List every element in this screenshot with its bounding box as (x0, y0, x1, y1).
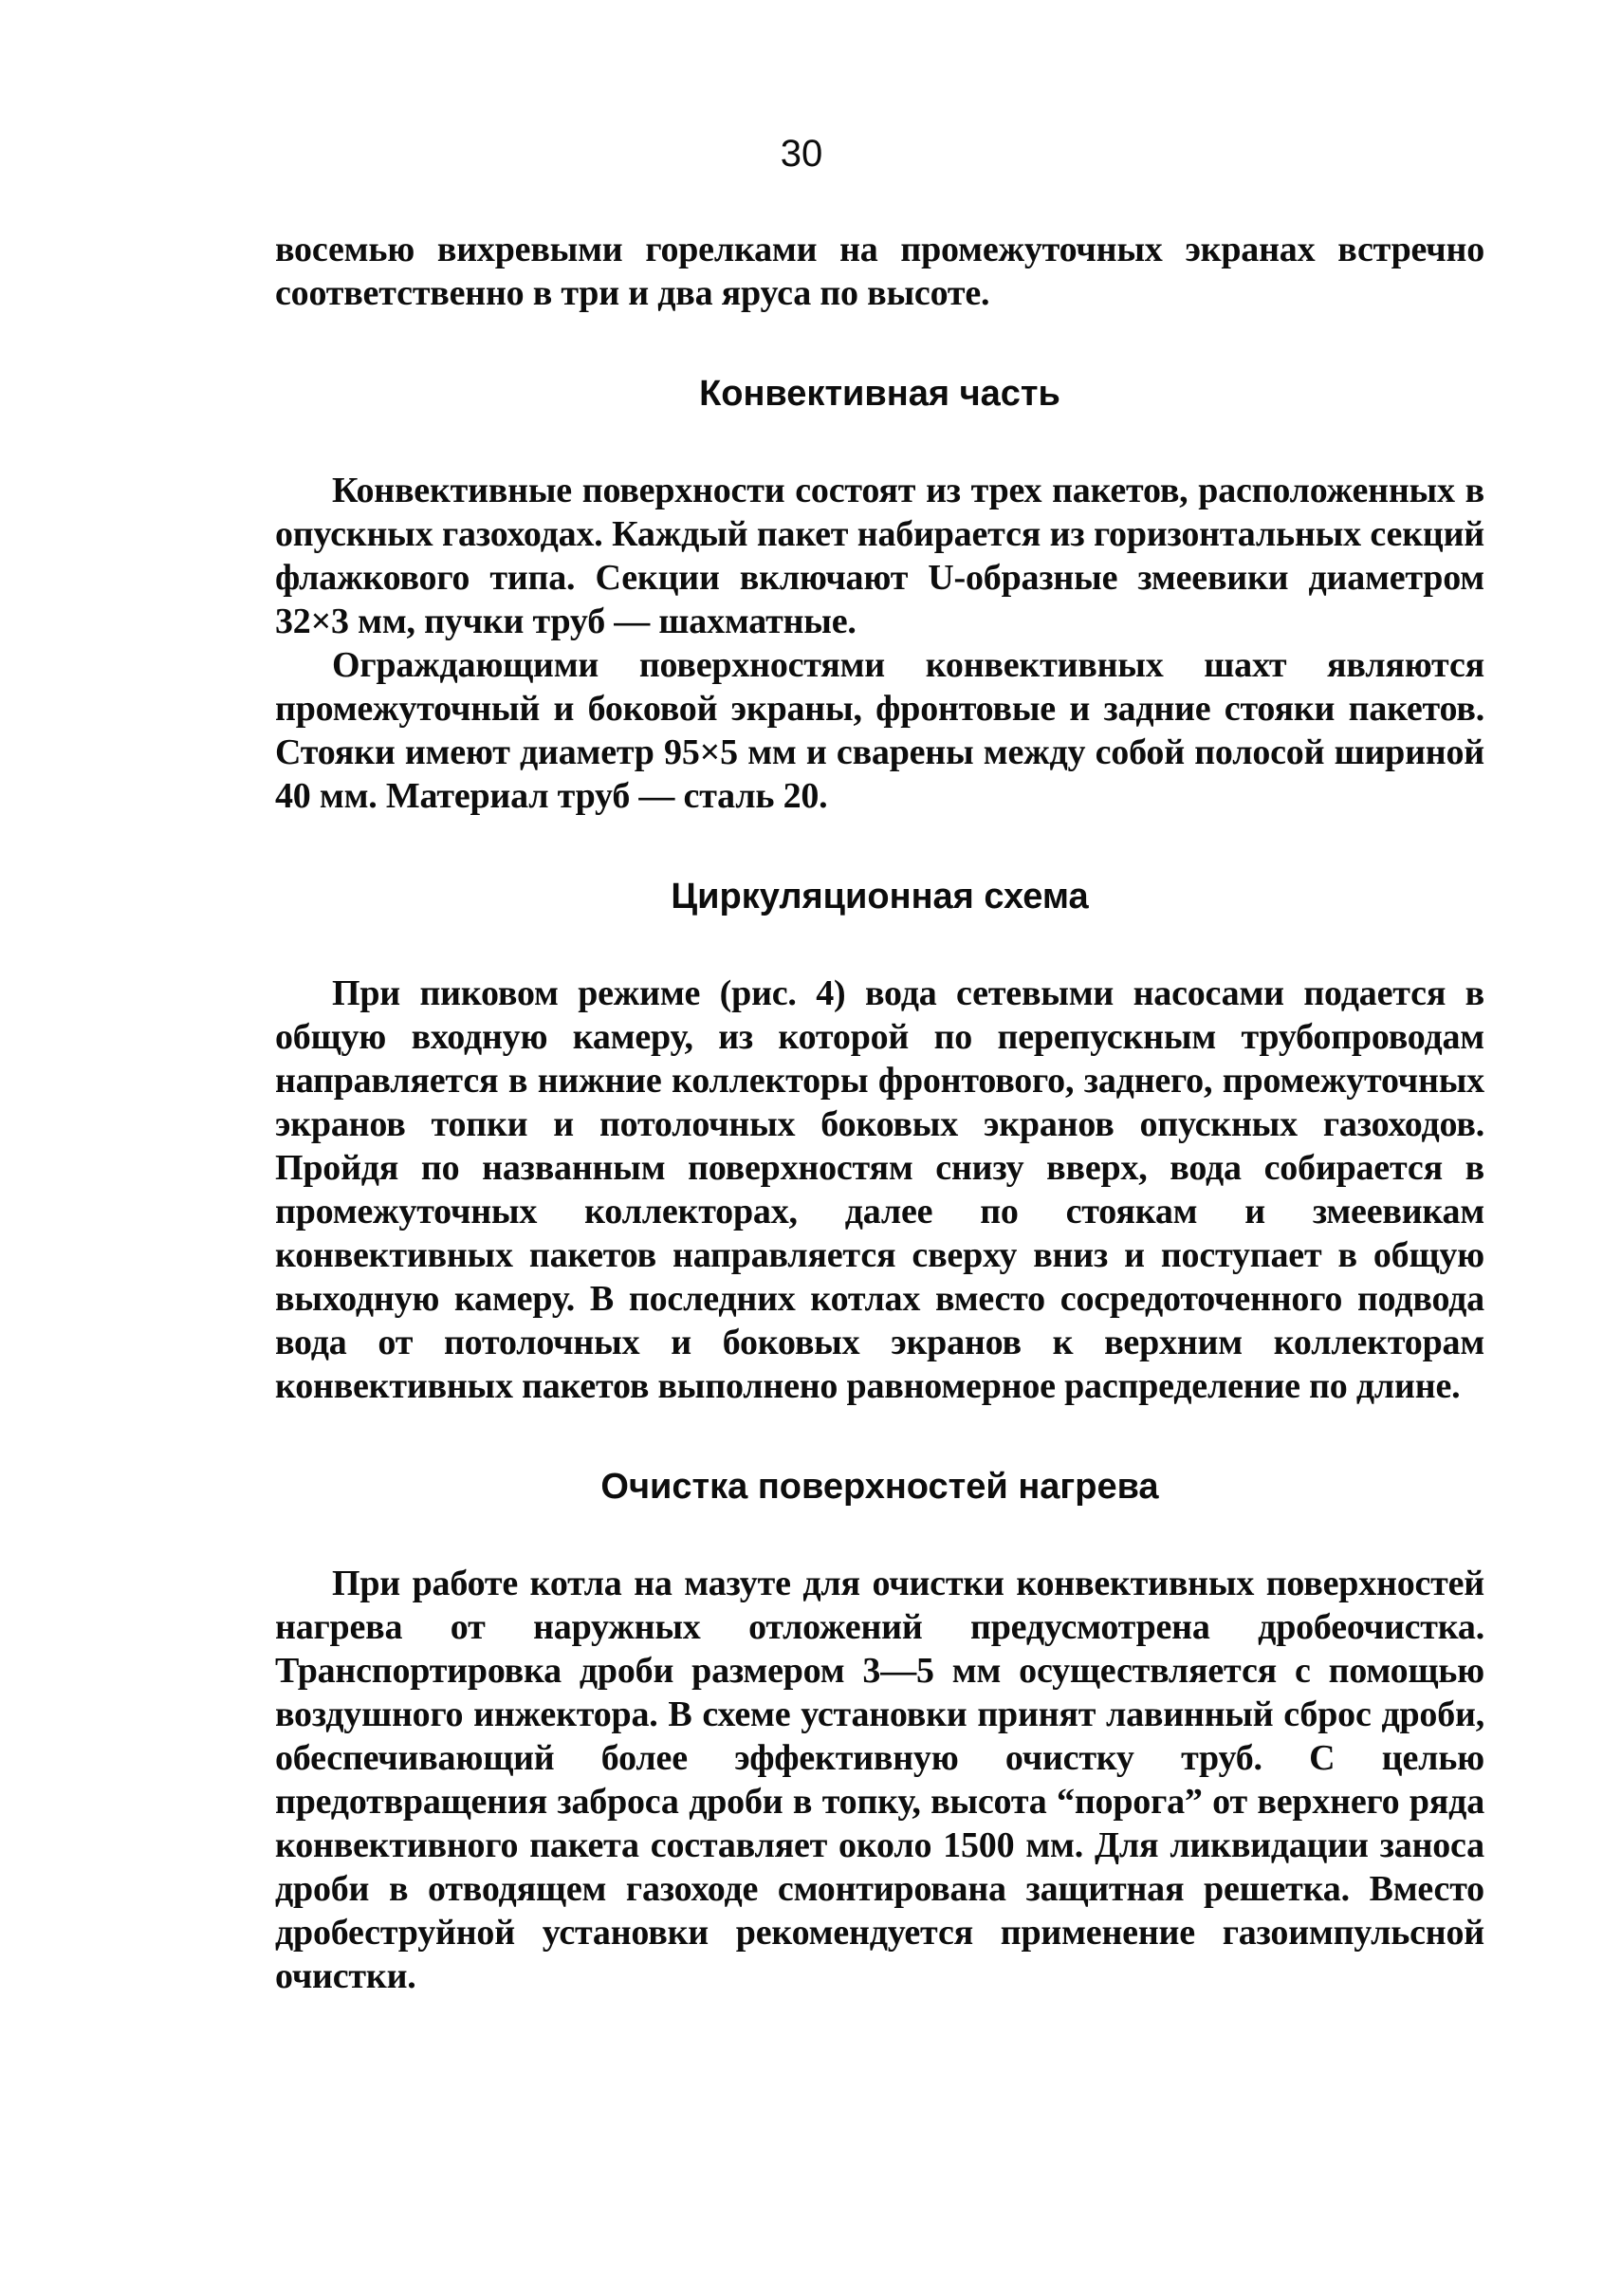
paragraph: При пиковом режиме (рис. 4) вода сетевыми насосами подается в общую входную камеру, из которой по перепускным трубопроводам направляется в нижние коллекторы фронтового, заднего, промежуточных экранов топки и потолочных боковых экранов опускных газоходов. Пройдя по названным поверхностям снизу вверх, вода собирается в промежуточных коллекторах, далее по стоякам и змеевикам конвективных пакетов направляется сверху вниз и поступает в общую выходную камеру. В последних котлах вместо сосредоточенного подвода вода от потолочных и боковых экранов к верхним коллекторам конвективных пакетов выполнено равномерное распределение по длине. (275, 973, 1484, 1406)
intro-paragraph: восемью вихревыми горелками на промежуточных экранах встречно соответственно в три и два яруса по высоте. (275, 230, 1484, 313)
paragraph: Конвективные поверхности состоят из трех пакетов, расположенных в опускных газоходах. Каждый пакет набирается из горизонтальных секций флажкового типа. Секции включают U-образные змеевики диаметром 32×3 мм, пучки труб — шахматные. (275, 471, 1484, 641)
section-heading-circulation: Циркуляционная схема (671, 877, 1089, 917)
page-number: 30 (780, 133, 823, 175)
paragraph: Ограждающими поверхностями конвективных шахт являются промежуточный и боковой экраны, фронтовые и задние стояки пакетов. Стояки имеют диаметр 95×5 мм и сварены между собой полосой шириной 40 мм. Материал труб — сталь 20. (275, 645, 1484, 816)
section-heading-convective: Конвективная часть (699, 374, 1060, 414)
text-column (275, 228, 1484, 1998)
section-heading-cleaning: Очистка поверхностей нагрева (600, 1467, 1159, 1507)
paragraph: При работе котла на мазуте для очистки конвективных поверхностей нагрева от наружных отложений предусмотрена дробеочистка. Транспортировка дроби размером 3—5 мм осуществляется с помощью воздушного инжектора. В схеме установки принят лавинный сброс дроби, обеспечивающий более эффективную очистку труб. С целью предотвращения заброса дроби в топку, высота “порога” от верхнего ряда конвективного пакета составляет около 1500 мм. Для ликвидации заноса дроби в отводящем газоходе смонтирована защитная решетка. Вместо дробеструйной установки рекомендуется применение газоимпульсной очистки. (275, 1564, 1484, 1996)
